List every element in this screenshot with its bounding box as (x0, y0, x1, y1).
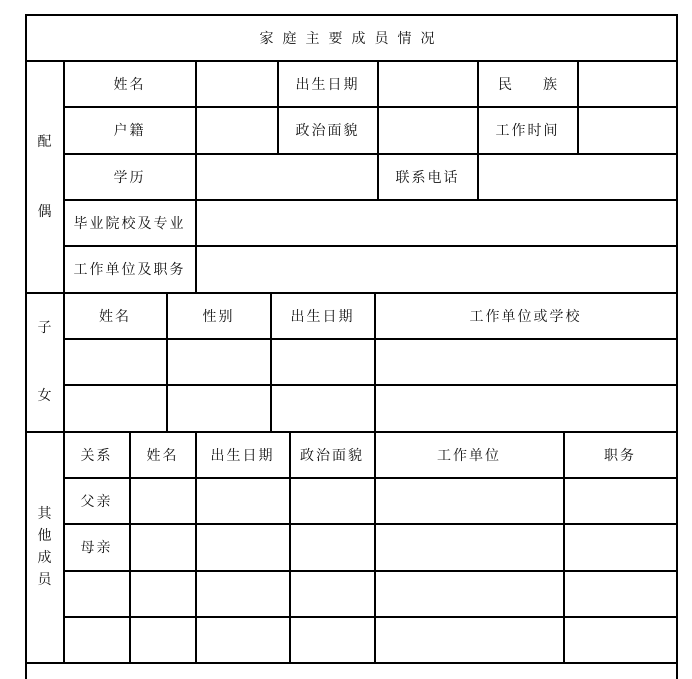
form-title: 家庭主要成员情况 (259, 30, 444, 47)
spouse-phone-label: 联系电话 (395, 169, 460, 186)
others-section-label: 其 他 成 员 (37, 506, 52, 588)
children-row-1-name[interactable] (64, 339, 166, 384)
others-row-2-employer[interactable] (375, 524, 563, 570)
children-row-1-gender[interactable] (167, 339, 270, 384)
children-row-1-birth[interactable] (271, 339, 374, 384)
others-row-4-employer[interactable] (375, 617, 563, 662)
others-row-2-political[interactable] (290, 524, 374, 570)
others-row-4-name[interactable] (130, 617, 195, 662)
spouse-political-label: 政治面貌 (295, 123, 360, 139)
spouse-employer-position-field[interactable] (196, 246, 676, 292)
spouse-work-time-label: 工作时间 (495, 123, 560, 139)
spouse-hukou-field[interactable] (196, 107, 277, 153)
children-row-2-name[interactable] (64, 385, 166, 431)
spouse-section-label: 配 偶 (37, 133, 52, 220)
spouse-ethnicity-label: 民 族 (498, 76, 559, 93)
others-header-name: 姓名 (146, 447, 179, 464)
others-row-3-position[interactable] (564, 571, 676, 616)
spouse-hukou-label: 户籍 (113, 123, 146, 139)
others-row-4-political[interactable] (290, 617, 374, 662)
others-row-3-employer[interactable] (375, 571, 563, 616)
children-header-employer-school: 工作单位或学校 (469, 308, 582, 325)
spouse-name-field[interactable] (196, 61, 277, 106)
others-row-3-relation[interactable] (64, 571, 129, 616)
children-header-birth: 出生日期 (290, 308, 355, 325)
spouse-birth-label: 出生日期 (295, 76, 360, 93)
others-row-1-political[interactable] (290, 478, 374, 523)
others-row-2-name[interactable] (130, 524, 195, 570)
others-row-4-position[interactable] (564, 617, 676, 662)
others-row-1-birth[interactable] (196, 478, 289, 523)
others-row-4-relation[interactable] (64, 617, 129, 662)
next-section-row (26, 663, 676, 679)
others-header-position: 职务 (604, 447, 636, 464)
others-row-4-birth[interactable] (196, 617, 289, 662)
spouse-education-field[interactable] (196, 154, 377, 199)
children-row-2-employer-school[interactable] (375, 385, 676, 431)
others-header-birth: 出生日期 (210, 447, 275, 464)
spouse-school-major-field[interactable] (196, 200, 676, 245)
spouse-phone-field[interactable] (478, 154, 676, 199)
others-row-2-relation: 母亲 (80, 540, 113, 556)
border-right (676, 14, 678, 679)
children-row-2-gender[interactable] (167, 385, 270, 431)
others-row-2-birth[interactable] (196, 524, 289, 570)
children-header-name: 姓名 (99, 308, 131, 325)
others-row-3-birth[interactable] (196, 571, 289, 616)
others-header-employer: 工作单位 (437, 447, 501, 464)
others-row-1-relation: 父亲 (80, 493, 113, 510)
others-header-relation: 关系 (80, 447, 113, 464)
children-header-gender: 性别 (202, 308, 235, 325)
spouse-education-label: 学历 (113, 169, 146, 186)
others-row-3-name[interactable] (130, 571, 195, 616)
others-row-2-position[interactable] (564, 524, 676, 570)
spouse-birth-field[interactable] (378, 61, 477, 106)
others-header-political: 政治面貌 (300, 447, 364, 464)
spouse-political-field[interactable] (378, 107, 477, 153)
spouse-ethnicity-field[interactable] (578, 61, 676, 106)
spouse-work-time-field[interactable] (578, 107, 676, 153)
others-row-1-position[interactable] (564, 478, 676, 523)
spouse-employer-position-label: 工作单位及职务 (73, 262, 186, 278)
spouse-name-label: 姓名 (113, 76, 146, 93)
others-row-1-employer[interactable] (375, 478, 563, 523)
others-row-3-political[interactable] (290, 571, 374, 616)
children-row-1-employer-school[interactable] (375, 339, 676, 384)
others-row-1-name[interactable] (130, 478, 195, 523)
spouse-school-major-label: 毕业院校及专业 (73, 215, 186, 232)
children-row-2-birth[interactable] (271, 385, 374, 431)
children-section-label: 子 女 (37, 320, 52, 404)
